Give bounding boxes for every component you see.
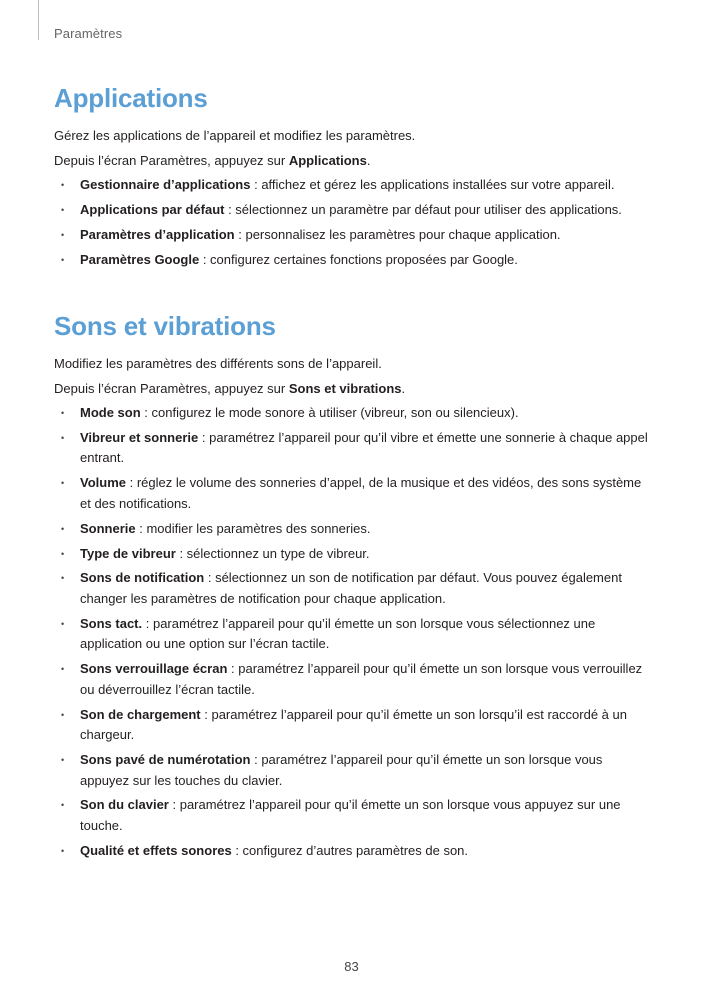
sounds-option-list: [54, 403, 654, 861]
list-item: [54, 428, 654, 469]
item-description: : paramétrez l’appareil pour qu’il émette un son lorsqu’il est raccordé à un chargeur.: [80, 706, 627, 743]
section-intro: Modifiez les paramètres des différents sons de l’appareil.: [54, 356, 382, 371]
path-prefix: Depuis l’écran Paramètres, appuyez sur: [54, 381, 289, 396]
list-item: [54, 750, 654, 791]
path-suffix: .: [366, 153, 371, 168]
item-term: Paramètres d’application: [80, 226, 235, 242]
item-description: : paramétrez l’appareil pour qu’il émette un son lorsque vous appuyez sur une touche.: [80, 797, 621, 833]
header-rule: [38, 0, 39, 40]
section-sons-et-vibrations: [54, 309, 654, 866]
item-term: Mode son: [80, 405, 141, 420]
section-title: Applications: [54, 83, 208, 113]
item-description: : modifier les paramètres des sonneries.: [135, 520, 371, 536]
item-description: : réglez le volume des sonneries d’appel, de la musique et des vidéos, des sons système et des notifications.: [80, 475, 642, 511]
page-number: 83: [344, 959, 359, 974]
navigation-path: [54, 151, 654, 170]
item-term: Sons de notification: [80, 570, 205, 586]
list-item: [54, 659, 654, 700]
item-description: : personnalisez les paramètres pour chaque application.: [234, 226, 561, 242]
running-header: Paramètres: [54, 26, 123, 41]
item-description: : paramétrez l’appareil pour qu’il émette un son lorsque vous appuyez sur les touches du clavier.: [80, 752, 603, 788]
item-description: : sélectionnez un type de vibreur.: [175, 545, 370, 561]
list-item: [54, 473, 654, 514]
item-description: : paramétrez l’appareil pour qu’il émette un son lorsque vous sélectionnez une application ou une option sur l’écran tactile.: [80, 615, 596, 652]
item-description: : configurez le mode sonore à utiliser (vibreur, son ou silencieux).: [140, 405, 519, 420]
list-item: [54, 250, 654, 271]
list-item: [54, 795, 654, 836]
item-description: : paramétrez l’appareil pour qu’il émette un son lorsque vous verrouillez ou déverrouillez l’écran tactile.: [80, 661, 643, 697]
item-description: : sélectionnez un paramètre par défaut pour utiliser des applications.: [224, 201, 622, 217]
list-item: [54, 225, 654, 246]
list-item: [54, 544, 654, 565]
item-description: : configurez certaines fonctions proposées par Google.: [199, 251, 518, 267]
list-item: [54, 403, 654, 424]
item-term: Applications par défaut: [80, 201, 225, 217]
section-applications: [54, 81, 654, 275]
item-term: Son du clavier: [80, 797, 169, 813]
item-term: Volume: [80, 475, 126, 491]
list-item: [54, 614, 654, 655]
item-term: Type de vibreur: [80, 545, 176, 561]
list-item: [54, 705, 654, 746]
item-description: : sélectionnez un son de notification par défaut. Vous pouvez également changer les paramètres de notification pour chaque application.: [80, 570, 622, 606]
item-description: : paramétrez l’appareil pour qu’il vibre et émette une sonnerie à chaque appel entrant.: [80, 429, 648, 466]
section-title: Sons et vibrations: [54, 311, 276, 341]
item-term: Sons tact.: [80, 615, 143, 631]
list-item: [54, 200, 654, 221]
path-prefix: Depuis l’écran Paramètres, appuyez sur: [54, 153, 289, 168]
item-term: Qualité et effets sonores: [80, 842, 232, 858]
item-term: Vibreur et sonnerie: [80, 429, 199, 445]
applications-option-list: [54, 175, 654, 270]
item-term: Sons pavé de numérotation: [80, 752, 251, 768]
navigation-path: [54, 379, 654, 398]
path-target: Applications: [288, 153, 367, 168]
list-item: [54, 175, 654, 196]
item-description: : affichez et gérez les applications installées sur votre appareil.: [250, 177, 615, 192]
list-item: [54, 519, 654, 540]
item-term: Sons verrouillage écran: [80, 661, 228, 677]
item-term: Paramètres Google: [80, 251, 200, 267]
list-item: [54, 568, 654, 609]
path-target: Sons et vibrations: [288, 381, 402, 396]
item-term: Sonnerie: [80, 520, 136, 536]
item-term: Son de chargement: [80, 706, 201, 722]
path-suffix: .: [401, 381, 406, 396]
item-term: Gestionnaire d’applications: [80, 177, 251, 192]
list-item: [54, 841, 654, 862]
section-intro: Gérez les applications de l’appareil et modifiez les paramètres.: [54, 128, 416, 143]
item-description: : configurez d’autres paramètres de son.: [231, 842, 469, 858]
